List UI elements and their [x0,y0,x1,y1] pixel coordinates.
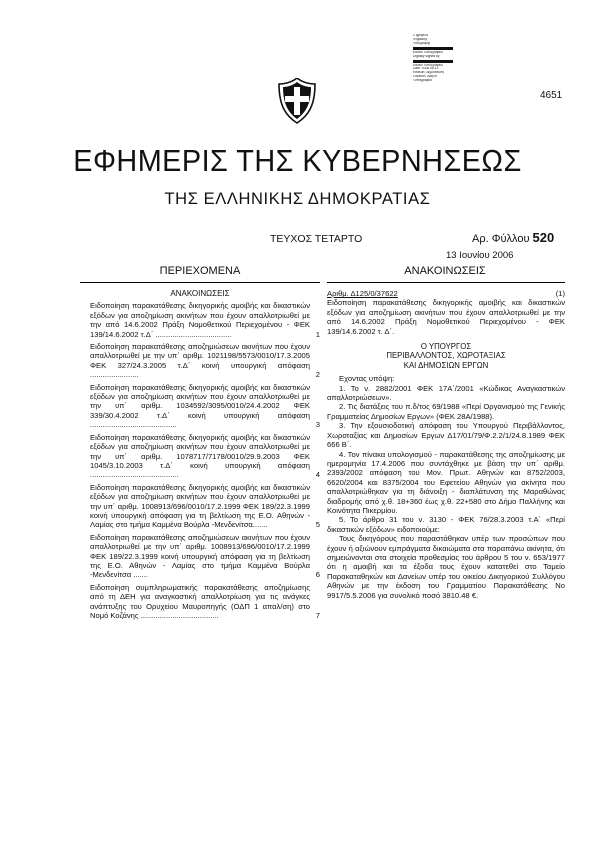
table-of-contents [80,289,320,623]
announcement-intro: Ειδοποίηση παρακατάθεσης δικηγορικής αμοιβής και δικαστικών εξόδων για αποζημίωση ακινήτων που έχουν απαλλοτριωθεί με την από 14.6.2002 Πράξη Νομοθετικού Περιεχομένου - ΦΕΚ 139/14.6.2002 τ. Δ΄. [327,298,565,336]
toc-entry[interactable] [80,483,320,530]
announcement-paragraph: Τους δικηγόρους που παραστάθηκαν υπέρ των προσώπων που έχουν ή αξιώνουν εμπράγματα δικαιώματα στα παραπάνω ακίνητα, ότι σημειώνονται στα στοιχεία προθεσμίας του άρθρου 5 του ν. 653/1977 ότι η αμοιβή και τα έξοδα τους έχουν κατατεθεί στο Ταμείο Παρακαταθηκών και Δανείων υπέρ του οικείου Δικηγορικού Συλλόγου Αθηνών με την έκδοση του Γραμματίου Παρακατάθεσης Νο 9917/5.5.2006 για συνολικό ποσό 3810.48 €. [327,534,565,600]
announcement-paragraph: Εχοντας υπόψη: [339,374,395,384]
stamp-line: Υπογραφής [413,41,431,45]
gazette-subtitle: ΤΗΣ ΕΛΛΗΝΙΚΗΣ ΔΗΜΟΚΡΑΤΙΑΣ [164,190,431,208]
sheet-number-value: 520 [532,230,555,245]
announcement-paragraph: 5. Το άρθρο 31 του ν. 3130 - ΦΕΚ 76/28.3.2003 τ.Α΄ «Περί δικαστικών εξόδων» ειδοποιούμε: [327,515,565,534]
toc-entry-page: 4 [315,470,320,480]
toc-section-title: ΑΝΑΚΟΙΝΩΣΕΙΣ [170,289,230,298]
stamp-line: Σ φραγίδα [413,34,428,37]
stamp-line: Date: 2006.06.13 [413,67,439,71]
authority-line: Ο ΥΠΟΥΡΓΟΣ [420,342,472,352]
authority-line: ΠΕΡΙΒΑΛΛΟΝΤΟΣ, ΧΩΡΟΤΑΞΙΑΣ [386,351,506,361]
announcement-body [327,289,565,600]
stamp-bar [413,47,453,50]
toc-entry-page: 5 [315,520,320,530]
toc-entry-text: Ειδοποίηση παρακατάθεσης αποζημιώσεων ακινήτων που έχουν απαλλοτριωθεί με την υπ΄ αριθμ. 1008913/696/0010/17.2.1999 ΦΕΚ 189/22.3.1999 κοινή υπουργική απόφαση για τη βελτίωση της Ε.Ο. Αθηνών - Λαμίας στο τμήμα Καμμένα Βούρλα -Μενδενίτσα ....... [90,532,310,580]
announcements-heading: ΑΝΑΚΟΙΝΩΣΕΙΣ [404,265,486,277]
toc-heading: ΠΕΡΙΕΧΟΜΕΝΑ [159,265,241,277]
announcement-paragraph: 3. Την εξουσιοδοτική απόφαση του Υπουργού Περιβάλλοντος, Χωροταξίας και Δημοσίων Εργων Δ17/01/79/Φ.2.2/1/24.8.1989 ΦΕΚ 666 Β΄. [327,421,565,450]
toc-entry-text: Ειδοποίηση παρακατάθεσης δικηγορικής αμοιβής και δικαστικών εξόδων για αποζημίωση ακινήτων που έχουν απαλλοτριωθεί με την από 14.6.2002 Πράξη Νομοθετικού Περιεχομένου - ΦΕΚ 139/14.6.2002 τ.Δ΄ .................................... [90,301,310,339]
announcement-paragraph: 1. Το ν. 2882/2001 ΦΕΚ 17Α΄/2001 «Κώδικας Αναγκαστικών απαλλοτριώσεων». [327,383,565,403]
page-number: 4651 [540,90,563,101]
toc-divider [80,282,320,283]
toc-entry[interactable] [80,301,320,339]
issue-label: ΤΕΥΧΟΣ ΤΕΤΑΡΤΟ [270,233,363,245]
toc-entry-text: Ειδοποίηση παρακατάθεσης δικηγορικής αμοιβής και δικαστικών εξόδων για αποζημίωση ακινήτων που έχουν απαλλοτριωθεί με την υπ΄ αριθμ. 1078717/7178/0010/29.9.2003 ΦΕΚ 1045/3.10.2003 τ.Δ΄ κοινή υπουργική απόφαση .......................................... [90,432,310,480]
announcements-divider [327,282,565,283]
stamp-bar [413,60,453,63]
stamp-line: Reason: Δημοσίευση [413,71,444,75]
toc-entry-page: 3 [315,420,320,430]
stamp-line: Τυπογραφείο [413,79,433,83]
stamp-line: Εθνικό Τυπογραφείο [413,50,443,54]
announcement-paragraph: 2. Τις διατάξεις του π.δ/τος 69/1988 «Περί Οργανισμού της Γενικής Γραμματείας Δημοσίων Εργων» (ΦΕΚ 28Α/1988). [327,402,565,421]
toc-entry[interactable] [80,383,320,430]
issue-date: 13 Ιουνίου 2006 [446,250,514,261]
announcement-number: (1) [555,289,565,298]
toc-entry-text: Ειδοποίηση παρακατάθεσης δικηγορικής αμοιβής και δικαστικών εξόδων για αποζημίωση ακινήτων που έχουν απαλλοτριωθεί με την υπ΄ αριθμ. 1034592/3095/0010/24.4.2002 ΦΕΚ 339/30.4.2002 τ.Δ΄ κοινή υπουργική απόφαση ......................................... [90,382,310,430]
greek-coat-of-arms-icon [277,78,317,124]
stamp-line: Εθνικό Τυπογραφείο [413,63,443,67]
announcement-paragraph: 4. Τον πίνακα υπολογισμού - παρακατάθεσης της αποζημίωσης με ημερομηνία 17.4.2006 που συντάχθηκε με βάση την υπ΄ αριθμ. 2393/2002 απόφαση του Μον. Πρωτ. Αθηνών και 8752/2003, 6620/2004 και 8375/2004 του Εφετείου Αθηνών για ακίνητα που απαλλοτριώθηκαν για τη διάνοιξη - διαπλάτυνση της Μαραθώνας διαδρομής από χ.θ. 18+360 έως χ.θ. 22+580 στο Δήμο Παλλήνης και Κοινότητα Πικερμίου. [327,449,565,515]
sheet-label: Αρ. Φύλλου [472,233,530,245]
toc-entry-page: 7 [315,611,320,620]
stamp-line: Digitally signed by [413,54,440,58]
toc-entry[interactable] [80,583,320,621]
gazette-title: ΕΦΗΜΕΡΙΣ ΤΗΣ ΚΥΒΕΡΝΗΣΕΩΣ [73,143,522,178]
toc-entry[interactable] [80,533,320,580]
toc-entry-page: 1 [315,329,320,339]
sheet-number [472,230,554,245]
announcement-reference-row [327,289,565,298]
toc-entry-text: Ειδοποίηση συμπληρωματικής παρακατάθεσης αποζημίωσης από τη ΔΕΗ για αναγκαστική απαλλοτρίωση για τις ανάγκες ανάπτυξης του Ορυχείου Μαυροπηγής (ΟΔΠ 1 απαλ/ση) στο Νομό Κοζάνης ..................................... [90,582,310,620]
stamp-line: Ψηφιακής [413,37,428,41]
digital-signature-stamp [413,34,475,83]
toc-entry-page: 2 [315,370,320,380]
toc-entry[interactable] [80,342,320,380]
toc-entry-text: Ειδοποίηση παρακατάθεσης δικηγορικής αμοιβής και δικαστικών εξόδων για αποζημίωση ακινήτων που έχουν απαλλοτριωθεί με την υπ΄ αριθμ. 1008913/696/0010/17.2.1999 ΦΕΚ 189/22.3.1999 κοινή υπουργική απόφαση για τη βελτίωση της Ε.Ο. Αθηνών - Λαμίας στο τμήμα Καμμένα Βούρλα -Μενδενίτσα....... [90,482,310,530]
announcement-reference: Αριθμ. Δ125/0/37622 [327,289,398,298]
authority-line: ΚΑΙ ΔΗΜΟΣΙΩΝ ΕΡΓΩΝ [403,360,489,370]
toc-entry-page: 6 [315,570,320,580]
stamp-line: Location: Αθήνα [413,75,437,79]
toc-entry-text: Ειδοποίηση παρακατάθεσης αποζημιώσεων ακινήτων που έχουν απαλλοτριωθεί με την υπ΄ αριθμ. 1021198/5573/0010/17.3.2005 ΦΕΚ 327/24.3.2005 τ.Δ΄ κοινή υπουργική απόφαση ....................... [90,342,310,380]
toc-entry[interactable] [80,433,320,480]
